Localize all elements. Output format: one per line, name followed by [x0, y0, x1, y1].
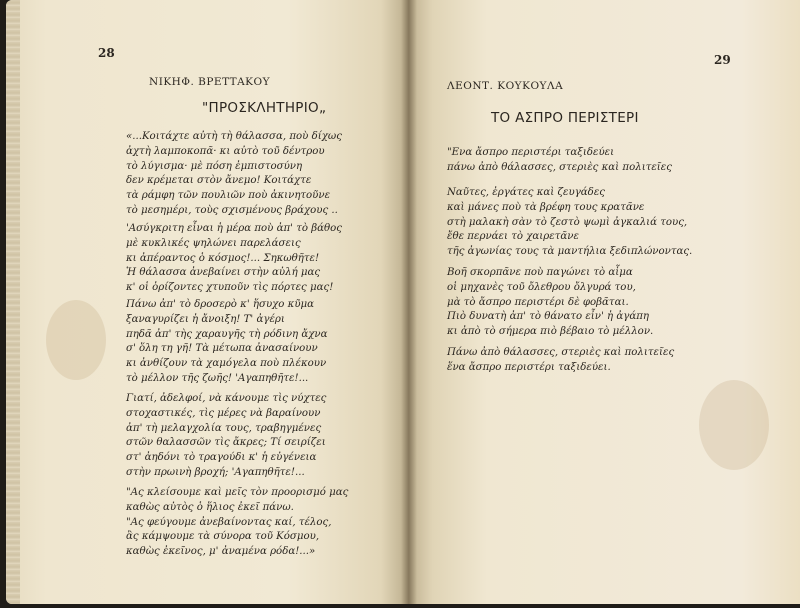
verse-line: καὶ μάνες ποὺ τὰ βρέφη τους κρατᾶνε [447, 201, 645, 213]
verse-line: καθὼς ἐκεῖνος, μ' ἀναμένα ρόδα!...» [126, 546, 316, 558]
verse-line: τὸ μέλλον τῆς ζωῆς! 'Αγαπηθῆτε!... [126, 372, 309, 384]
poem-author: ΝΙΚΗΦ. ΒΡΕΤΤΑΚΟΥ [149, 76, 271, 88]
stanza-1 [447, 146, 672, 176]
verse-line: μὰ τὸ ἄσπρο περιστέρι δὲ φοβᾶται. [447, 296, 629, 308]
verse-line: στ' ἀηδόνι τὸ τραγούδι κ' ἡ εὐγένεια [126, 452, 317, 464]
verse-line: "Ας φεύγουμε ἀνεβαίνοντας καί, τέλος, [126, 516, 332, 528]
stanza-2 [447, 186, 692, 260]
verse-line: σ' ὅλη τη γῆ! Τὰ μέτωπα ἀνασαίνουν [126, 343, 318, 355]
verse-line: τὰ ράμφη τῶν πουλιῶν ποὺ ἀκινητοῦνε [126, 190, 331, 202]
stanza-4 [447, 346, 674, 376]
verse-line: μὲ κυκλικές ψηλώνει παρελάσεις [126, 237, 301, 249]
verse-line: κ' οἱ ὁρίζοντες χτυποῦν τὶς πόρτες μας! [126, 282, 334, 294]
verse-line: "Ας κλείσουμε καὶ μεῖς τὸν προορισμό μας [126, 487, 349, 498]
verse-line: 'Ασύγκριτη εἶναι ἡ μέρα ποὺ ἀπ' τὸ βάθος [126, 223, 342, 234]
stanza-3 [126, 298, 328, 387]
stanza-3 [447, 266, 653, 340]
poem-author: ΛΕΟΝΤ. ΚΟΥΚΟΥΛΑ [447, 80, 564, 92]
verse-line: ἔθε περνάει τὸ χαιρετᾶνε [447, 231, 579, 243]
verse-line: πηδᾶ ἀπ' τὴς χαραυγῆς τὴ ρόδινη ἄχνα [126, 328, 328, 340]
verse-line: Πιὸ δυνατὴ ἀπ' τὸ θάνατο εἶν' ἡ ἀγάπη [447, 311, 650, 323]
verse-line: Βοῆ σκορπᾶνε ποὺ παγώνει τὸ αἷμα [447, 267, 633, 278]
stanza-2 [126, 222, 342, 296]
verse-line: κι ἀνθίζουν τὰ χαμόγελα ποὺ πλέκουν [126, 358, 327, 370]
poem-title: "ΠΡΟΣΚΛΗΤΗΡΙΟ„ [202, 100, 327, 116]
verse-line: ἂς κάμψουμε τὰ σύνορα τοῦ Κόσμου, [126, 531, 320, 543]
stanza-5 [126, 486, 348, 560]
verse-line: ἀπ' τὴ μελαγχολία τους, τραβηγμένες [126, 422, 322, 434]
verse-line: στὴ μαλακὴ σὰν τὸ ζεστὸ ψωμὶ ἀγκαλιά τους, [447, 216, 688, 228]
verse-line: ἕνα ἄσπρο περιστέρι ταξιδεύει. [447, 361, 611, 373]
stanza-4 [126, 392, 326, 481]
paper-stain [699, 380, 769, 470]
page-number: 28 [98, 46, 115, 60]
verse-line: στοχαστικές, τὶς μέρες νὰ βαραίνουν [126, 407, 321, 419]
verse-line: τὸ μεσημέρι, τοὺς σχισμένους βράχους .. [126, 204, 338, 216]
poem-title: ΤΟ ΑΣΠΡΟ ΠΕΡΙΣΤΕΡΙ [491, 110, 639, 126]
verse-line: ξαναγυρίζει ἡ ἄνοιξη! Τ' ἀγέρι [126, 313, 285, 325]
verse-line: ἀχτὴ λαμποκοπᾶ· κι αὐτὸ τοῦ δέντρου [126, 145, 325, 157]
verse-line: τῆς ἀγωνίας τους τὰ μαντήλια ξεδιπλώνοντας. [447, 246, 693, 258]
verse-line: τὸ λύγισμα· μὲ πόση ἐμπιστοσύνη [126, 160, 303, 172]
verse-line: στὴν πρωινὴ βροχή; 'Αγαπηθῆτε!... [126, 466, 305, 478]
verse-line: Γιατί, ἀδελφοί, νὰ κάνουμε τὶς νύχτες [126, 393, 327, 404]
verse-line: κι ἀπὸ τὸ σήμερα πιὸ βέβαιο τὸ μέλλον. [447, 326, 654, 338]
verse-line: δεν κρέμεται στὸν ἄνεμο! Κοιτάχτε [126, 175, 312, 187]
page-edges [6, 0, 20, 604]
verse-line: καθὼς αὐτὸς ὁ ἥλιος ἐκεῖ πάνω. [126, 501, 294, 513]
verse-line: «...Κοιτάχτε αὐτὴ τὴ θάλασσα, ποὺ δίχως [126, 131, 342, 142]
verse-line: στῶν θαλασσῶν τὶς ἄκρες; Τί σειρίζει [126, 437, 326, 449]
verse-line: οἱ μηχανὲς τοῦ ὄλεθρου ὄλγυρά του, [447, 281, 636, 293]
verse-line: Ναῦτες, ἐργάτες καὶ ζευγάδες [447, 187, 605, 198]
verse-line: Ἡ θάλασσα ἀνεβαίνει στὴν αὐλή μας [126, 267, 321, 279]
verse-line: κι ἀπέραντος ὁ κόσμος!... Σηκωθῆτε! [126, 252, 320, 264]
page-number: 29 [714, 53, 731, 67]
verse-line: Πάνω ἀπὸ θάλασσες, στεριὲς καὶ πολιτεῖες [447, 347, 675, 358]
verse-line: Πάνω ἀπ' τὸ δροσερὸ κ' ἥσυχο κῦμα [126, 299, 315, 310]
verse-line: "Ενα ἄσπρο περιστέρι ταξιδεύει [447, 147, 615, 158]
paper-stain [46, 300, 106, 380]
verse-line: πάνω ἀπὸ θάλασσες, στεριὲς καὶ πολιτεῖες [447, 161, 672, 173]
left-page [6, 0, 409, 604]
right-page [409, 0, 800, 604]
stanza-1 [126, 130, 342, 219]
book-gutter [401, 0, 417, 604]
